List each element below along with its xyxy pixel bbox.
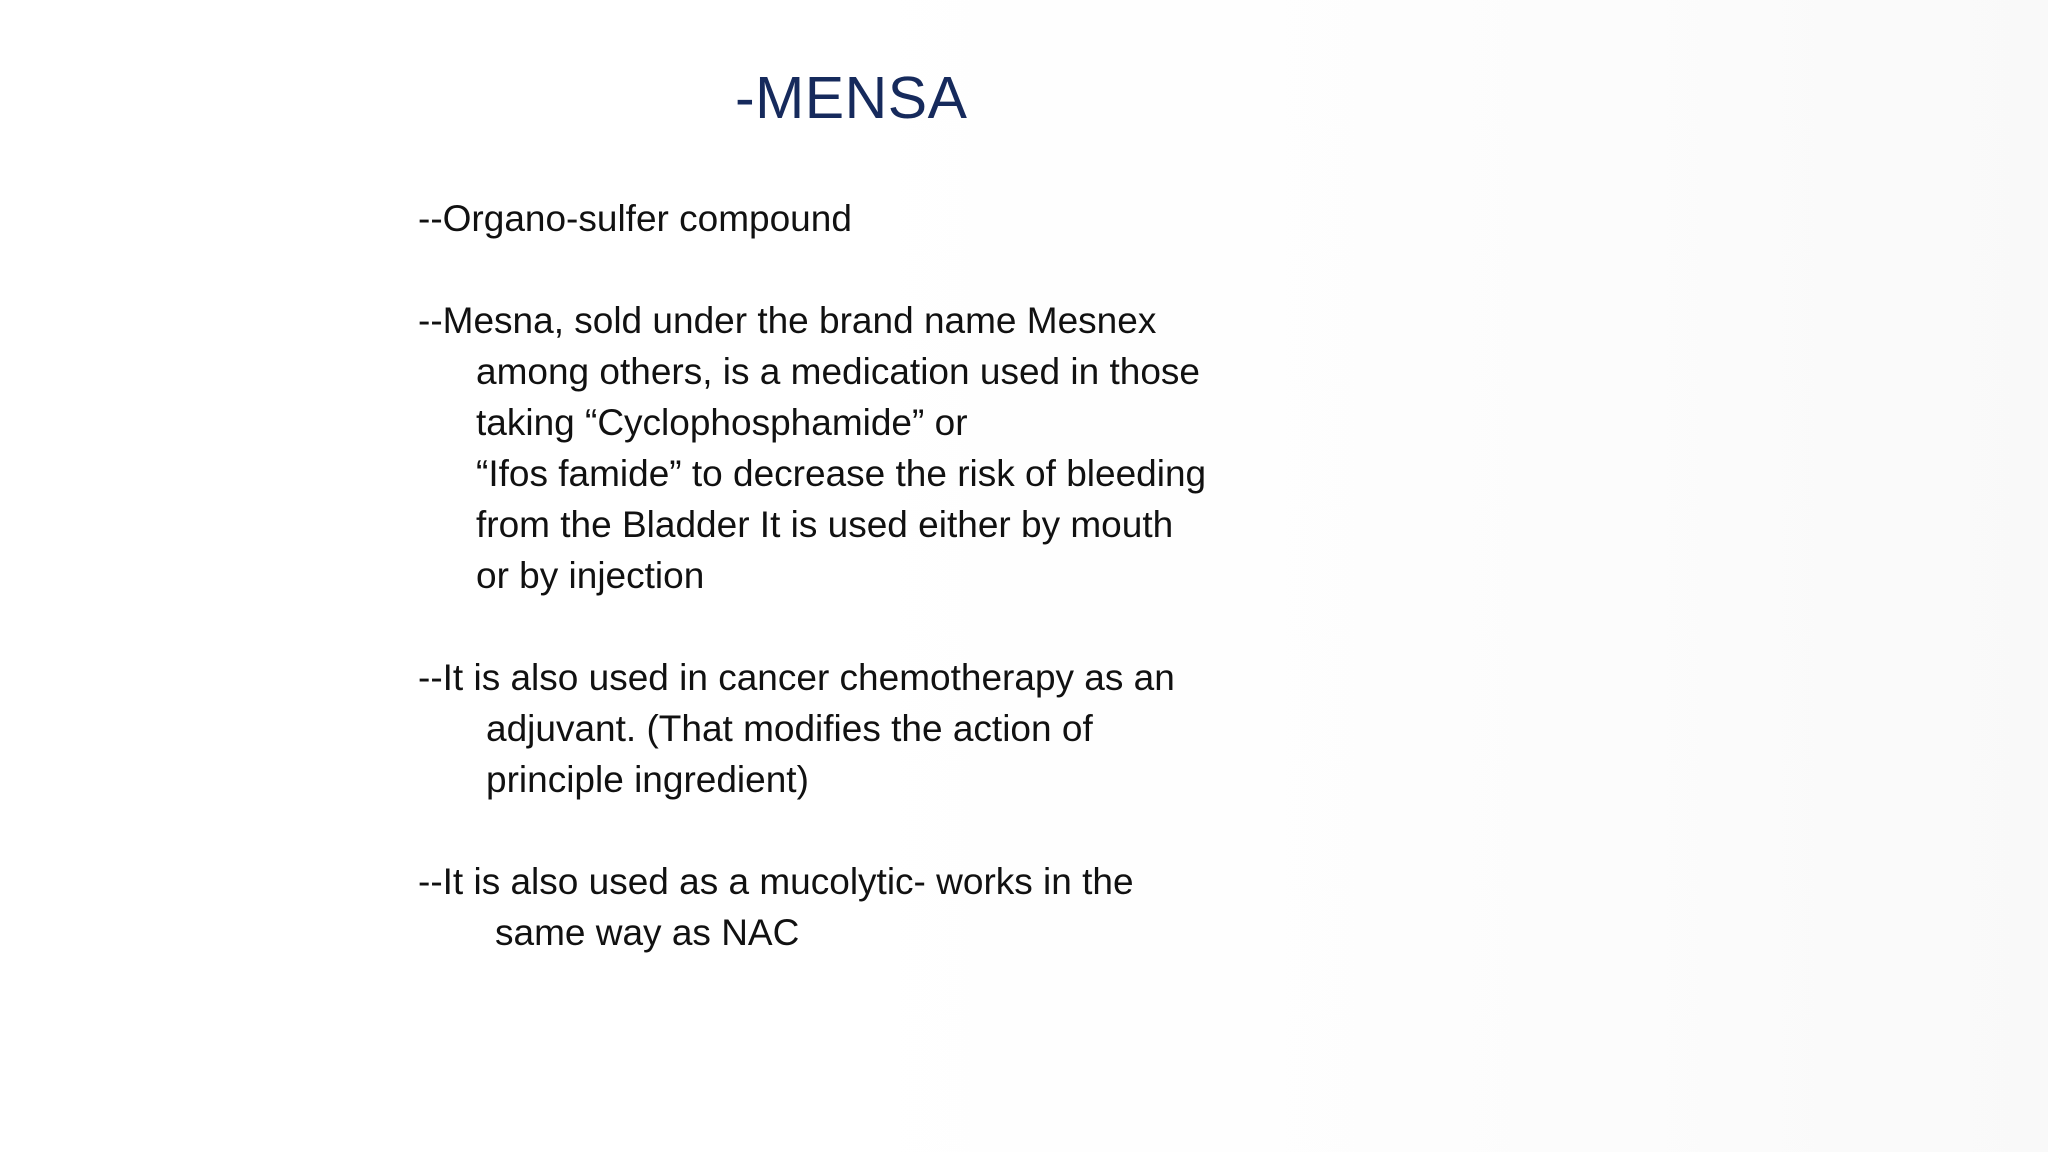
point-organo-sulfer: --Organo-sulfer compound xyxy=(418,198,852,239)
point-line: principle ingredient) xyxy=(486,759,809,800)
point-line: same way as NAC xyxy=(495,912,800,953)
spacer xyxy=(418,805,1378,856)
point-line: --It is also used as a mucolytic- works in the xyxy=(418,861,1134,902)
point-line: or by injection xyxy=(476,555,705,596)
point-line: --Mesna, sold under the brand name Mesnex xyxy=(418,300,1157,341)
point-chemotherapy-adjuvant xyxy=(418,652,1378,805)
point-mucolytic xyxy=(418,856,1378,958)
slide-body xyxy=(418,193,1378,958)
point-mesna-usage xyxy=(418,295,1378,601)
point-line: from the Bladder It is used either by mouth xyxy=(476,504,1174,545)
point-line: --It is also used in cancer chemotherapy as an xyxy=(418,657,1175,698)
point-line: taking “Cyclophosphamide” or xyxy=(476,402,968,443)
point-line: adjuvant. (That modifies the action of xyxy=(486,708,1093,749)
point-line: among others, is a medication used in those xyxy=(476,351,1200,392)
slide-title: -MENSA xyxy=(735,65,968,131)
spacer xyxy=(418,244,1378,295)
point-line: “Ifos famide” to decrease the risk of bleeding xyxy=(476,453,1207,494)
spacer xyxy=(418,601,1378,652)
